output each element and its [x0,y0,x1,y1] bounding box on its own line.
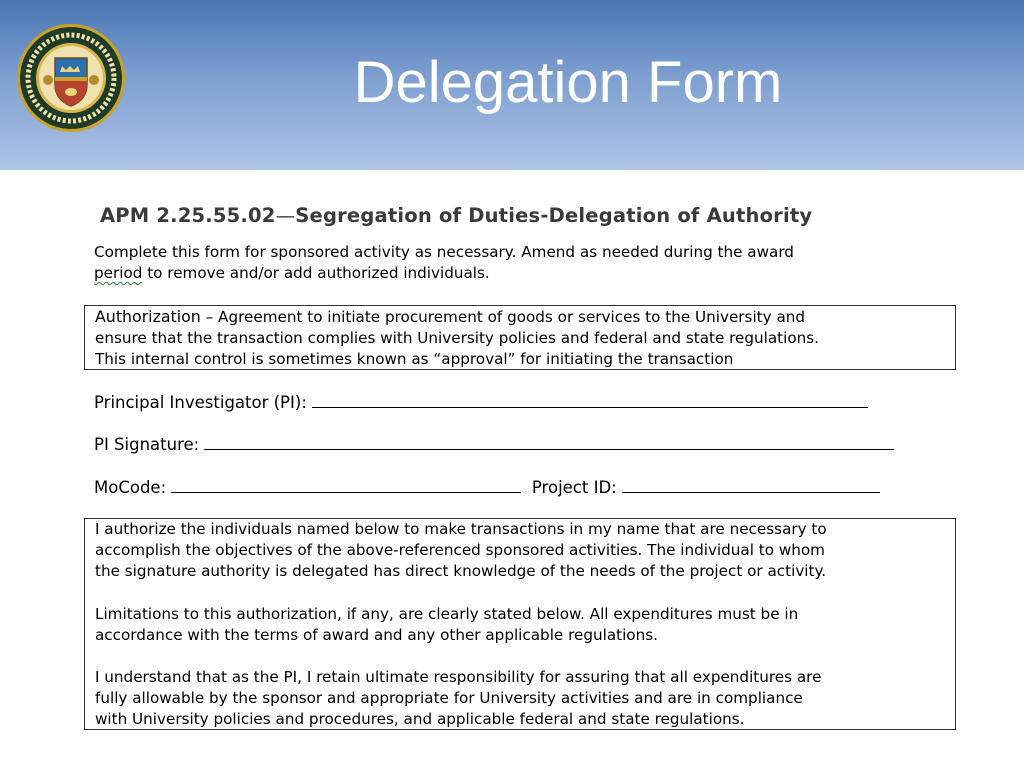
statement-paragraph-2 [95,604,798,646]
statement-p1-line-3: the signature authority is delegated has direct knowledge of the needs of the project or activity. [95,562,827,580]
codes-field-row [94,478,880,497]
mocode-label: MoCode: [94,478,167,497]
statement-p2-line-1: Limitations to this authorization, if any, are clearly stated below. All expenditures must be in [95,605,799,623]
pi-signature-field [94,435,894,454]
statement-paragraph-1 [95,519,827,582]
statement-paragraph-3 [95,667,821,730]
authorization-line-2: ensure that the transaction complies with University policies and federal and state regulations. [95,329,820,347]
intro-line-1: Complete this form for sponsored activity as necessary. Amend as needed during the award [94,243,794,261]
project-id-blank[interactable] [622,478,880,493]
slide-header [0,0,1024,170]
statement-p3-line-1: I understand that as the PI, I retain ultimate responsibility for assuring that all expenditures are [95,668,822,686]
slide-title: Delegation Form [353,50,783,115]
pi-signature-label: PI Signature: [94,435,200,454]
statement-p1-line-1: I authorize the individuals named below to make transactions in my name that are necessary to [95,520,827,538]
authorization-line-3: This internal control is sometimes known as “approval” for initiating the transaction [95,350,734,368]
apm-number: APM 2.25.55.02 [100,204,276,227]
heading-subject: Segregation of Duties-Delegation of Authority [295,204,813,227]
project-id-label: Project ID: [531,478,617,497]
statement-box [84,518,956,730]
heading-dash: — [275,204,296,227]
pi-signature-blank[interactable] [204,435,894,450]
intro-paragraph [94,242,794,284]
intro-line-2 [94,263,794,284]
pi-name-label: Principal Investigator (PI): [94,393,307,412]
authorization-label: Authorization [95,307,201,326]
authorization-text [95,306,819,370]
mocode-blank[interactable] [171,478,521,493]
authorization-box [84,305,956,370]
document-heading [100,204,812,227]
authorization-line-1-rest: – Agreement to initiate procurement of goods or services to the University and [200,308,806,326]
spellcheck-word: period [94,264,143,282]
pi-name-field [94,393,868,412]
pi-name-blank[interactable] [312,393,868,408]
intro-line-2-rest: to remove and/or add authorized individuals. [142,264,490,282]
authorization-line-1 [95,306,819,328]
statement-p3-line-2: fully allowable by the sponsor and appropriate for University activities and are in compliance [95,689,803,707]
statement-p3-line-3: with University policies and procedures, and applicable federal and state regulations. [95,710,745,728]
statement-p1-line-2: accomplish the objectives of the above-referenced sponsored activities. The individual to whom [95,541,825,559]
statement-p2-line-2: accordance with the terms of award and any other applicable regulations. [95,626,658,644]
